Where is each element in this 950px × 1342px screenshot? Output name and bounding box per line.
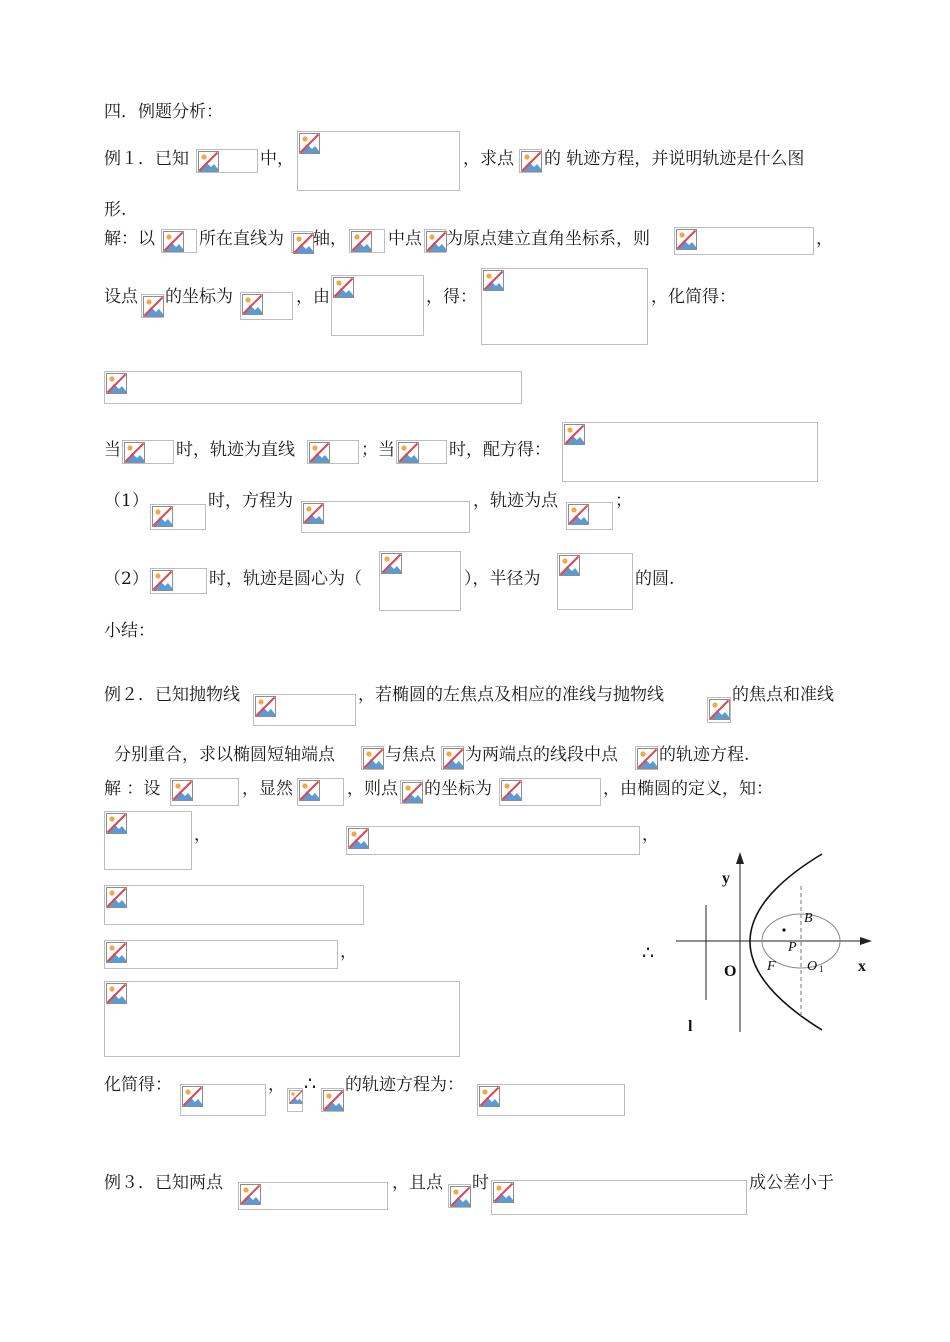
broken-image-icon <box>709 699 730 720</box>
broken-image-icon <box>363 748 384 769</box>
formula-image <box>253 694 356 726</box>
ex2-text: 化简得： <box>104 1075 172 1095</box>
ex1-text: 时，轨迹为直线 <box>176 440 295 460</box>
formula-image <box>481 268 648 345</box>
formula-image <box>566 502 613 530</box>
formula-image <box>477 1084 625 1116</box>
parabola-ellipse-diagram <box>670 850 880 1040</box>
broken-image-icon <box>106 887 127 908</box>
broken-image-icon <box>289 1090 303 1104</box>
broken-image-icon <box>299 133 320 154</box>
ex2-text: ，由椭圆的定义，知： <box>603 779 773 799</box>
formula-image <box>301 501 470 533</box>
broken-image-icon <box>402 782 423 803</box>
formula-image <box>104 371 522 404</box>
broken-image-icon <box>242 294 263 315</box>
broken-image-icon <box>443 748 464 769</box>
ex2-text: 分别重合，求以椭圆短轴端点 <box>114 745 335 765</box>
ex1-text: ； <box>615 491 632 511</box>
label-o: O <box>724 963 737 980</box>
formula-image <box>674 227 814 255</box>
broken-image-icon <box>106 983 127 1004</box>
broken-image-icon <box>182 1086 203 1107</box>
ex1-text: 的坐标为 <box>165 287 233 307</box>
broken-image-icon <box>426 231 447 252</box>
ex2-text: ， <box>268 1075 285 1095</box>
ex1-text: 中， <box>260 149 294 169</box>
ex2-text: ， <box>642 825 659 845</box>
formula-image <box>499 778 601 806</box>
ex1-text: 当 <box>104 440 121 460</box>
ex2-text: 解 ：设 <box>104 779 161 799</box>
ex1-text: ，轨迹为点 <box>473 491 558 511</box>
formula-image <box>150 504 206 530</box>
therefore-symbol: ∴ <box>304 1073 317 1095</box>
ex1-text: ， <box>816 229 833 249</box>
ex1-text: 的 轨迹方程，并说明轨迹是什么图 <box>544 149 805 169</box>
ex1-text: 轴， <box>313 229 347 249</box>
formula-image <box>346 826 640 855</box>
broken-image-icon <box>255 696 276 717</box>
label-b: B <box>804 911 813 926</box>
formula-image <box>424 229 446 253</box>
broken-image-icon <box>501 780 522 801</box>
broken-image-icon <box>303 503 324 524</box>
formula-image <box>307 440 359 464</box>
formula-image <box>396 440 447 464</box>
ex1-text: 形. <box>104 200 127 220</box>
label-f: F <box>767 959 776 974</box>
ex1-text: 中点 <box>388 229 422 249</box>
broken-image-icon <box>106 373 127 394</box>
formula-image <box>331 275 424 336</box>
formula-image <box>104 885 364 925</box>
ex1-text: 例１．已知 <box>104 149 189 169</box>
ex2-text: ， <box>340 942 357 962</box>
formula-image <box>321 1088 344 1112</box>
broken-image-icon <box>676 229 697 250</box>
formula-image <box>238 1182 388 1210</box>
ex1-text: ，得： <box>426 287 477 307</box>
ex2-text: ，则点 <box>347 779 398 799</box>
label-o1-subscript: 1 <box>819 964 824 974</box>
broken-image-icon <box>333 277 354 298</box>
broken-image-icon <box>351 231 372 252</box>
ex2-text: 的焦点和准线 <box>732 685 834 705</box>
formula-image <box>635 746 658 770</box>
formula-image <box>562 422 818 482</box>
point-p <box>782 928 785 931</box>
ex1-text: 时，轨迹是圆心为（ <box>209 569 362 589</box>
formula-image <box>557 553 633 610</box>
ex1-text: ，化简得： <box>651 287 736 307</box>
ex2-text: ，显然 <box>242 779 293 799</box>
broken-image-icon <box>124 442 145 463</box>
broken-image-icon <box>521 151 542 172</box>
broken-image-icon <box>293 233 314 254</box>
label-y: y <box>722 870 730 887</box>
ex2-text: 与焦点 <box>385 745 436 765</box>
formula-image <box>122 440 174 464</box>
formula-image <box>441 746 464 770</box>
ex1-text: 为原点建立直角坐标系，则 <box>446 229 650 249</box>
label-l: l <box>688 1018 693 1035</box>
broken-image-icon <box>564 424 585 445</box>
formula-image <box>361 746 384 770</box>
broken-image-icon <box>299 780 320 801</box>
ex1-text: 所在直线为 <box>199 229 284 249</box>
formula-image <box>196 149 258 173</box>
ex1-text: 设点 <box>104 287 138 307</box>
broken-image-icon <box>559 555 580 576</box>
formula-image <box>170 778 239 806</box>
therefore-symbol: ∴ <box>642 942 655 964</box>
label-o1: O <box>807 959 818 974</box>
formula-image <box>150 568 207 594</box>
ex1-text: 时，配方得： <box>449 440 551 460</box>
ex1-text: ，求点 <box>463 149 514 169</box>
ex2-text: 的轨迹方程为： <box>345 1075 464 1095</box>
formula-image <box>297 778 344 806</box>
formula-image <box>180 1084 266 1116</box>
formula-image <box>491 1180 747 1215</box>
broken-image-icon <box>637 748 658 769</box>
broken-image-icon <box>152 506 173 527</box>
broken-image-icon <box>143 296 164 317</box>
ex1-text: （2） <box>104 569 149 589</box>
broken-image-icon <box>106 813 127 834</box>
broken-image-icon <box>323 1090 344 1111</box>
ex3-text: 例３．已知两点 <box>104 1173 223 1193</box>
formula-image <box>287 1088 303 1112</box>
formula-image <box>240 292 293 320</box>
ex2-text: 的轨迹方程. <box>659 745 750 765</box>
broken-image-icon <box>198 151 219 172</box>
summary-label: 小结： <box>104 621 155 641</box>
ex2-text: 为两端点的线段中点 <box>465 745 618 765</box>
broken-image-icon <box>479 1086 500 1107</box>
formula-image <box>519 149 542 173</box>
parabola-curve <box>750 854 822 1030</box>
broken-image-icon <box>348 828 369 849</box>
formula-image <box>291 231 313 253</box>
broken-image-icon <box>450 1186 471 1207</box>
broken-image-icon <box>240 1184 261 1205</box>
label-p: P <box>788 940 797 955</box>
broken-image-icon <box>493 1182 514 1203</box>
ex2-text: ， <box>194 825 211 845</box>
formula-image <box>707 697 731 723</box>
broken-image-icon <box>106 942 127 963</box>
ex1-text: ；当 <box>361 440 395 460</box>
ex2-text: 的坐标为 <box>424 779 492 799</box>
formula-image <box>349 229 385 253</box>
formula-image <box>141 294 164 318</box>
y-axis-arrow <box>736 852 744 864</box>
broken-image-icon <box>163 231 184 252</box>
formula-image <box>161 229 197 253</box>
broken-image-icon <box>152 570 173 591</box>
formula-image <box>379 551 461 611</box>
ex2-text: 例２．已知抛物线 <box>104 685 240 705</box>
ex1-text: （1） <box>104 491 149 511</box>
ex2-text: ，若椭圆的左焦点及相应的准线与抛物线 <box>358 685 664 705</box>
ex1-text: 解：以 <box>104 229 155 249</box>
section-title: 四．例题分析： <box>104 102 223 122</box>
formula-image <box>297 131 460 191</box>
formula-image <box>104 981 460 1057</box>
broken-image-icon <box>398 442 419 463</box>
broken-image-icon <box>568 504 589 525</box>
formula-image <box>448 1184 471 1208</box>
broken-image-icon <box>172 780 193 801</box>
label-x: x <box>858 958 866 975</box>
formula-image <box>104 940 338 969</box>
ex1-text: 时，方程为 <box>208 491 293 511</box>
ex3-text: 时 <box>472 1173 489 1193</box>
ex1-text: 的圆. <box>635 569 675 589</box>
broken-image-icon <box>309 442 330 463</box>
broken-image-icon <box>483 270 504 291</box>
broken-image-icon <box>381 553 402 574</box>
ex1-text: ），半径为 <box>464 569 541 589</box>
formula-image <box>400 780 423 804</box>
formula-image <box>104 811 192 870</box>
ex3-text: 成公差小于 <box>749 1173 834 1193</box>
ex1-text: ，由 <box>296 287 330 307</box>
ex3-text: ，且点 <box>392 1173 443 1193</box>
x-axis-arrow <box>860 937 872 945</box>
